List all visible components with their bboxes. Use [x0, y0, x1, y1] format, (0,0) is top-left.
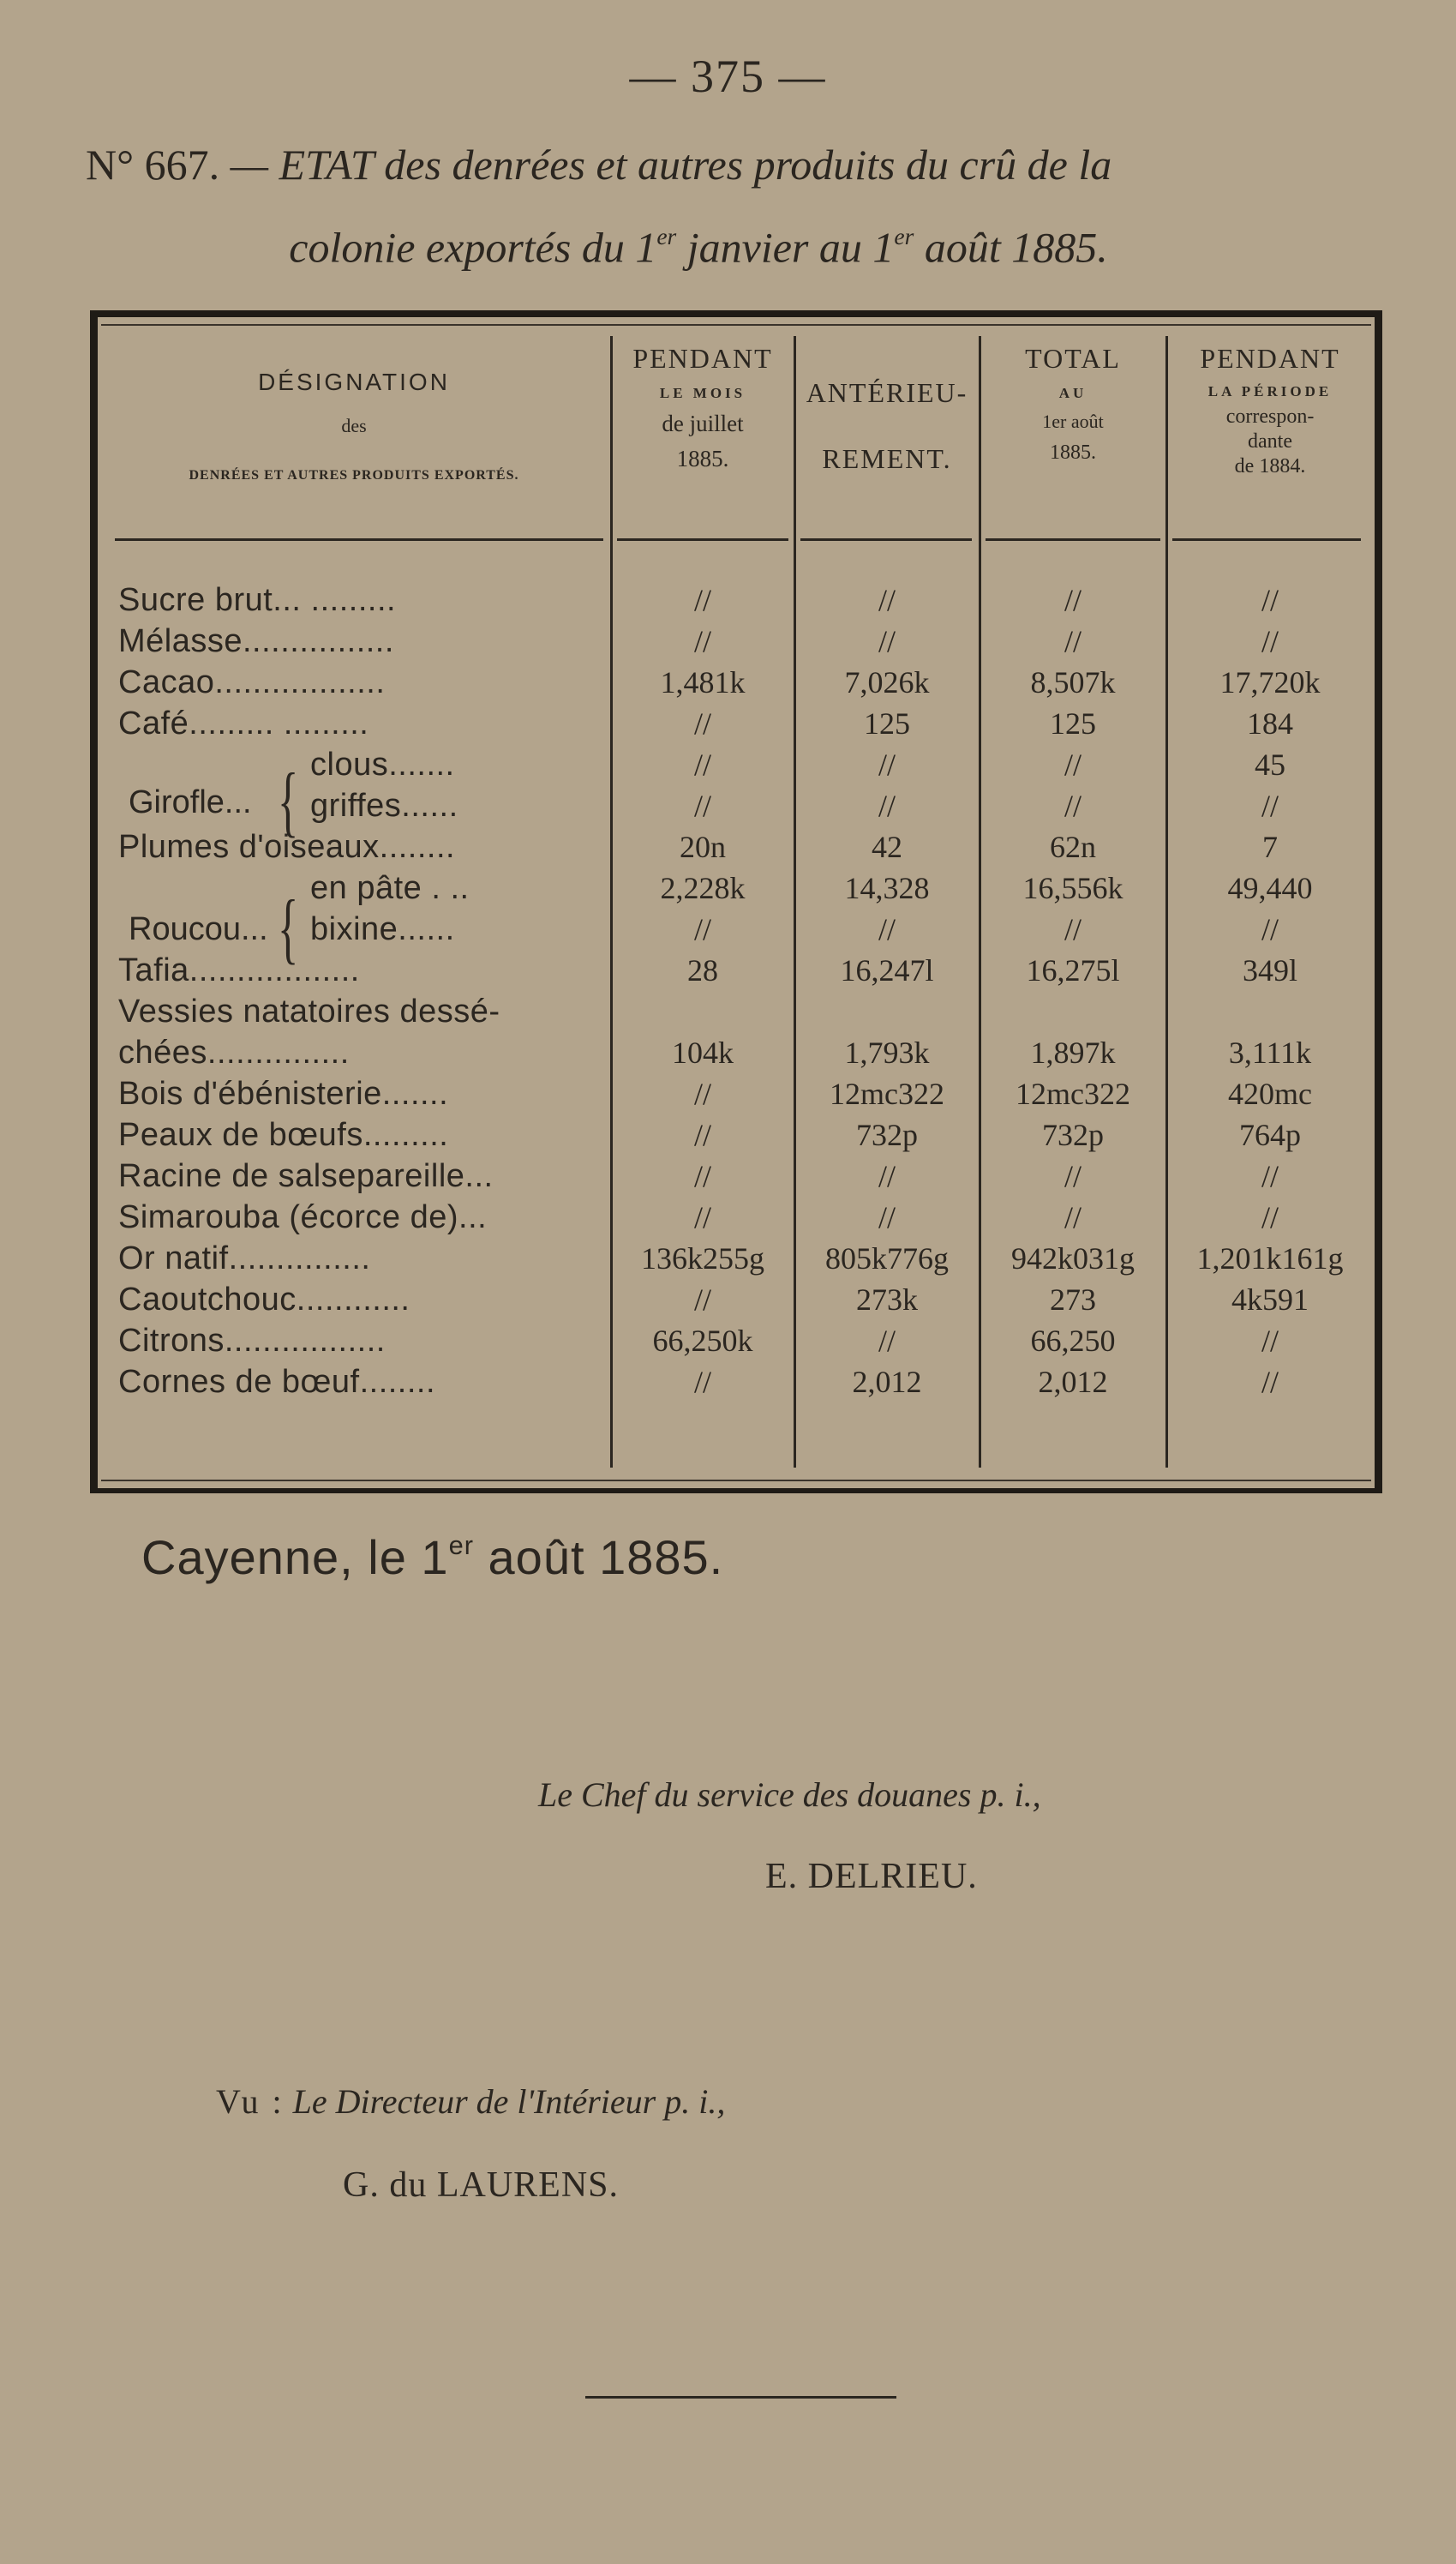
header-periode-line: dante [1248, 430, 1292, 453]
row-name: Peaux de bœufs......... [118, 1117, 449, 1153]
row-value-c4: 7 [1262, 830, 1278, 864]
header-total-line: TOTAL [1025, 343, 1121, 374]
header-separator [1172, 538, 1361, 541]
row-value-c2: // [878, 748, 896, 782]
table-row [98, 1197, 1375, 1238]
export-table [90, 310, 1382, 1493]
row-value-c2: 14,328 [844, 871, 930, 905]
row-name: Plumes d'oiseaux........ [118, 829, 456, 865]
row-value-c2: // [878, 1200, 896, 1234]
row-value-c4: // [1261, 1324, 1279, 1358]
row-value-c2: // [878, 1324, 896, 1358]
row-value-c1: // [693, 1077, 711, 1111]
row-value-c2: // [878, 912, 896, 946]
row-value-c1: // [693, 789, 711, 823]
header-pendant-mois-line: de juillet [662, 411, 744, 436]
row-value-c2: // [878, 789, 896, 823]
row-value-c2: // [878, 624, 896, 658]
signature-name: E. DELRIEU. [765, 1857, 978, 1896]
row-value-c1: 104k [672, 1036, 734, 1070]
row-name: chées............... [118, 1035, 350, 1071]
row-value-c1: // [693, 1200, 711, 1234]
table-row [98, 909, 1375, 950]
date-line-sup: er [448, 1529, 474, 1560]
heading-line-1 [51, 129, 1423, 201]
row-name: en pâte . .. [310, 870, 470, 906]
row-value-c1: 2,228k [660, 871, 746, 905]
row-name: Tafia.................. [118, 952, 360, 988]
row-name: Mélasse................ [118, 623, 394, 659]
row-value-c3 [980, 991, 1165, 1032]
date-line-pre: Cayenne, le 1 [141, 1530, 449, 1584]
row-value-c4: 45 [1255, 748, 1285, 782]
row-name: Or natif............... [118, 1240, 371, 1276]
row-value-c2 [795, 991, 979, 1032]
heading-sup-1: er [656, 223, 677, 249]
header-pendant-mois-line: 1885. [676, 446, 729, 471]
row-value-c3: // [1064, 912, 1082, 946]
table-row [98, 1073, 1375, 1114]
row-name: Racine de salsepareille... [118, 1158, 494, 1194]
vu-line [216, 2081, 725, 2122]
header-separator [986, 538, 1160, 541]
heading-line2-mid: janvier au 1 [676, 223, 895, 272]
row-value-c1: // [693, 624, 711, 658]
document-heading [51, 129, 1423, 284]
row-value-c3: 942k031g [1011, 1241, 1135, 1276]
header-periode-line: correspon- [1225, 405, 1315, 428]
row-name: clous....... [310, 747, 455, 783]
row-value-c4: // [1261, 912, 1279, 946]
row-value-c1: // [693, 706, 711, 741]
header-separator [115, 538, 603, 541]
row-value-c4: 1,201k161g [1196, 1241, 1344, 1276]
row-value-c1: // [693, 1159, 711, 1193]
header-total [980, 343, 1165, 465]
row-name: Sucre brut... ......... [118, 582, 397, 618]
header-periode [1167, 343, 1373, 478]
row-value-c1: 20n [680, 830, 726, 864]
bottom-rule [585, 2396, 896, 2399]
row-value-c1: 1,481k [660, 665, 746, 700]
header-pendant-mois [612, 343, 794, 472]
row-value-c1: // [693, 748, 711, 782]
header-separator [800, 538, 972, 541]
row-value-c3: // [1064, 624, 1082, 658]
row-value-c3: 12mc322 [1016, 1077, 1130, 1111]
row-name: Cacao.................. [118, 664, 386, 700]
row-value-c2: 12mc322 [830, 1077, 944, 1111]
table-row [98, 826, 1375, 868]
row-value-c2: 7,026k [844, 665, 930, 700]
row-value-c4 [1167, 991, 1373, 1032]
row-value-c4: 49,440 [1227, 871, 1313, 905]
date-line-post: août 1885. [473, 1530, 724, 1584]
table-row [98, 662, 1375, 703]
header-designation [98, 369, 610, 483]
row-value-c1: // [693, 583, 711, 617]
heading-line1-text: — ETAT des denrées et autres produits du crû de la [219, 141, 1112, 189]
row-value-c4: // [1261, 624, 1279, 658]
row-value-c1: // [693, 912, 711, 946]
brace-girofle: { [277, 757, 299, 844]
table-row [98, 1279, 1375, 1320]
row-name: Caoutchouc............ [118, 1282, 410, 1318]
header-total-line: 1er août [1042, 411, 1104, 432]
row-value-c2: 2,012 [852, 1365, 922, 1399]
row-value-c1: // [693, 1365, 711, 1399]
group-label-girofle: Girofle... [129, 784, 252, 820]
header-anterieurement-line: ANTÉRIEU- [806, 377, 968, 408]
row-name: Cornes de bœuf........ [118, 1364, 436, 1400]
heading-line2-post: août 1885. [914, 223, 1108, 272]
vu-title: Le Directeur de l'Intérieur p. i., [284, 2082, 726, 2121]
row-value-c1: 28 [687, 953, 718, 988]
header-total-line: AU [1058, 385, 1088, 401]
row-value-c4: 4k591 [1231, 1282, 1309, 1317]
row-value-c3: 16,556k [1022, 871, 1123, 905]
heading-line-2 [51, 201, 1423, 284]
table-row [98, 1156, 1375, 1197]
row-value-c3: 8,507k [1030, 665, 1116, 700]
row-value-c3: // [1064, 748, 1082, 782]
table-row [98, 579, 1375, 621]
row-value-c4: 17,720k [1219, 665, 1321, 700]
table-row [98, 1361, 1375, 1402]
document-number: N° 667. [86, 141, 220, 189]
table-inner-bottom-rule [101, 1480, 1371, 1481]
table-row [98, 1320, 1375, 1361]
row-value-c2: 273k [856, 1282, 918, 1317]
table-inner-top-rule [101, 324, 1371, 326]
table-row [98, 1238, 1375, 1279]
page-number: — 375 — [629, 51, 827, 102]
row-value-c2: 125 [864, 706, 910, 741]
row-name: Vessies natatoires dessé- [118, 994, 500, 1030]
header-total-line: 1885. [1050, 441, 1096, 464]
row-value-c2: 1,793k [844, 1036, 930, 1070]
table-row [98, 621, 1375, 662]
row-value-c3: // [1064, 1159, 1082, 1193]
row-value-c4: // [1261, 1365, 1279, 1399]
table-row [98, 1114, 1375, 1156]
header-designation-line: des [341, 415, 367, 436]
row-value-c4: 764p [1239, 1118, 1301, 1152]
row-value-c2: // [878, 583, 896, 617]
row-name: Café......... ......... [118, 706, 369, 742]
row-value-c2: 42 [872, 830, 902, 864]
header-designation-line: DÉSIGNATION [258, 369, 450, 395]
row-value-c1: // [693, 1282, 711, 1317]
row-value-c4: // [1261, 789, 1279, 823]
row-value-c3: 732p [1042, 1118, 1104, 1152]
header-anterieurement-line: REMENT. [822, 443, 952, 474]
row-value-c3: // [1064, 583, 1082, 617]
header-pendant-mois-line: LE MOIS [659, 385, 746, 401]
heading-line2-pre: colonie exportés du 1 [289, 223, 657, 272]
table-row [98, 744, 1375, 785]
vu-name: G. du LAURENS. [343, 2165, 620, 2205]
header-pendant-mois-line: PENDANT [632, 343, 773, 374]
header-anterieurement [795, 377, 979, 475]
table-row [98, 1032, 1375, 1073]
row-value-c4: // [1261, 1200, 1279, 1234]
row-value-c1: // [693, 1118, 711, 1152]
header-separator [617, 538, 788, 541]
row-value-c4: 3,111k [1228, 1036, 1312, 1070]
row-value-c4: 184 [1247, 706, 1293, 741]
row-value-c3: 273 [1050, 1282, 1096, 1317]
table-row [98, 991, 1375, 1032]
row-value-c3: 1,897k [1030, 1036, 1116, 1070]
table-row [98, 950, 1375, 991]
row-value-c3: 16,275l [1026, 953, 1120, 988]
row-value-c2: 16,247l [840, 953, 934, 988]
header-periode-line: LA PÉRIODE [1207, 383, 1333, 399]
row-name: Simarouba (écorce de)... [118, 1199, 488, 1235]
row-name: bixine...... [310, 911, 455, 947]
row-value-c4: 420mc [1228, 1077, 1312, 1111]
group-label-roucou: Roucou... [129, 911, 268, 947]
row-value-c4: // [1261, 583, 1279, 617]
brace-roucou: { [277, 884, 299, 971]
table-row [98, 785, 1375, 826]
date-line [141, 1529, 723, 1585]
row-value-c1: 66,250k [652, 1324, 753, 1358]
row-name: Bois d'ébénisterie....... [118, 1076, 449, 1112]
signature-title: Le Chef du service des douanes p. i., [538, 1775, 1041, 1814]
row-value-c4: // [1261, 1159, 1279, 1193]
row-value-c2: 805k776g [825, 1241, 949, 1276]
table-row [98, 703, 1375, 744]
row-value-c3: // [1064, 789, 1082, 823]
row-value-c3: 2,012 [1038, 1365, 1108, 1399]
row-name: Citrons................. [118, 1323, 386, 1359]
row-value-c3: 62n [1050, 830, 1096, 864]
header-periode-line: PENDANT [1200, 343, 1340, 374]
row-value-c1: 136k255g [641, 1241, 764, 1276]
heading-sup-2: er [894, 223, 914, 249]
row-value-c3: 66,250 [1030, 1324, 1116, 1358]
row-value-c1 [612, 991, 794, 1032]
header-designation-line: DENRÉES ET AUTRES PRODUITS EXPORTÉS. [189, 468, 519, 483]
row-value-c4: 349l [1242, 953, 1297, 988]
row-value-c3: 125 [1050, 706, 1096, 741]
row-name: griffes...... [310, 788, 458, 824]
row-value-c2: // [878, 1159, 896, 1193]
row-value-c2: 732p [856, 1118, 918, 1152]
table-row [98, 868, 1375, 909]
vu-word: Vu : [216, 2082, 285, 2121]
row-value-c3: // [1064, 1200, 1082, 1234]
header-periode-line: de 1884. [1234, 455, 1306, 477]
